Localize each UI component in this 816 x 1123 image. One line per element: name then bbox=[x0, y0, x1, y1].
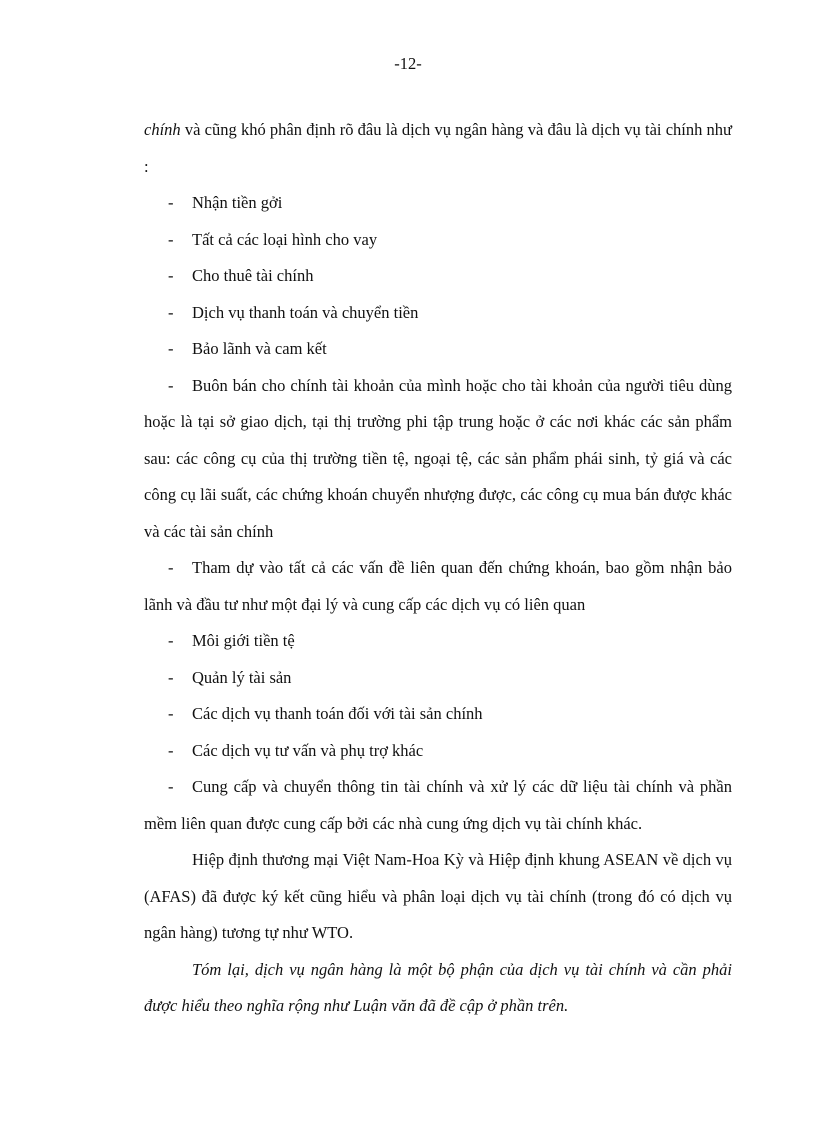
bullet-dash: - bbox=[168, 339, 174, 358]
list-item bbox=[144, 769, 732, 842]
agreement-paragraph: Hiệp định thương mại Việt Nam-Hoa Kỳ và Hiệp định khung ASEAN về dịch vụ (AFAS) đã được ký kết cũng hiểu và phân loại dịch vụ tài chính (trong đó có dịch vụ ngân hàng) tương tự như WTO. bbox=[144, 850, 732, 942]
list-item bbox=[144, 258, 732, 295]
list-item bbox=[144, 222, 732, 259]
bullet-dash: - bbox=[168, 229, 174, 249]
list-item-text: Tất cả các loại hình cho vay bbox=[192, 229, 378, 249]
intro-paragraph bbox=[144, 112, 732, 185]
list-item bbox=[144, 331, 732, 368]
list-item bbox=[144, 660, 732, 697]
bullet-dash: - bbox=[168, 558, 174, 577]
bullet-dash: - bbox=[168, 375, 174, 395]
list-item bbox=[144, 185, 732, 222]
bullet-dash: - bbox=[168, 631, 174, 650]
list-item-text: Buôn bán cho chính tài khoản của mình hoặc cho tài khoản của người tiêu dùng hoặc là tại sở giao dịch, tại thị trường phi tập trung hoặc ở các nơi khác các sản phẩm sau: các công cụ của thị trường tiền tệ, ngoại tệ, các sản phẩm phái sinh, tỷ giá và các công cụ lãi suất, các chứng khoán chuyển nhượng được, các công cụ mua bán được khác và các tài sản chính bbox=[144, 375, 732, 541]
list-item-text: Bảo lãnh và cam kết bbox=[192, 339, 327, 358]
bullet-dash: - bbox=[168, 266, 174, 285]
list-item-text: Tham dự vào tất cả các vấn đề liên quan đến chứng khoán, bao gồm nhận bảo lãnh và đầu tư như một đại lý và cung cấp các dịch vụ có liên quan bbox=[144, 558, 732, 614]
bullet-dash: - bbox=[168, 193, 174, 212]
list-item bbox=[144, 733, 732, 770]
list-item bbox=[144, 696, 732, 733]
summary-paragraph: Tóm lại, dịch vụ ngân hàng là một bộ phận của dịch vụ tài chính và cần phải được hiểu theo nghĩa rộng như Luận văn đã đề cập ở phần trên. bbox=[144, 959, 732, 1015]
list-item-text: Cho thuê tài chính bbox=[192, 266, 314, 285]
list-item-text: Quản lý tài sản bbox=[192, 667, 292, 687]
bullet-dash: - bbox=[168, 777, 174, 796]
list-item-text: Cung cấp và chuyển thông tin tài chính và xử lý các dữ liệu tài chính và phần mềm liên quan được cung cấp bởi các nhà cung ứng dịch vụ tài chính khác. bbox=[144, 777, 732, 833]
intro-italic-word: chính bbox=[144, 120, 181, 139]
bullet-dash: - bbox=[168, 704, 174, 723]
intro-text: và cũng khó phân định rõ đâu là dịch vụ ngân hàng và đâu là dịch vụ tài chính như : bbox=[144, 120, 732, 176]
list-item-text: Dịch vụ thanh toán và chuyển tiền bbox=[192, 302, 419, 322]
list-item-text: Môi giới tiền tệ bbox=[192, 631, 295, 650]
list-item bbox=[144, 295, 732, 332]
bullet-dash: - bbox=[168, 667, 174, 687]
list-item bbox=[144, 368, 732, 551]
bullet-dash: - bbox=[168, 302, 174, 322]
bullet-dash: - bbox=[168, 740, 174, 760]
list-item-text: Các dịch vụ tư vấn và phụ trợ khác bbox=[192, 740, 424, 760]
list-item bbox=[144, 623, 732, 660]
page-number: -12- bbox=[394, 54, 422, 73]
list-item-text: Nhận tiền gởi bbox=[192, 193, 283, 212]
document-body bbox=[144, 112, 732, 1025]
list-item-text: Các dịch vụ thanh toán đối với tài sản chính bbox=[192, 704, 483, 723]
list-item bbox=[144, 550, 732, 623]
